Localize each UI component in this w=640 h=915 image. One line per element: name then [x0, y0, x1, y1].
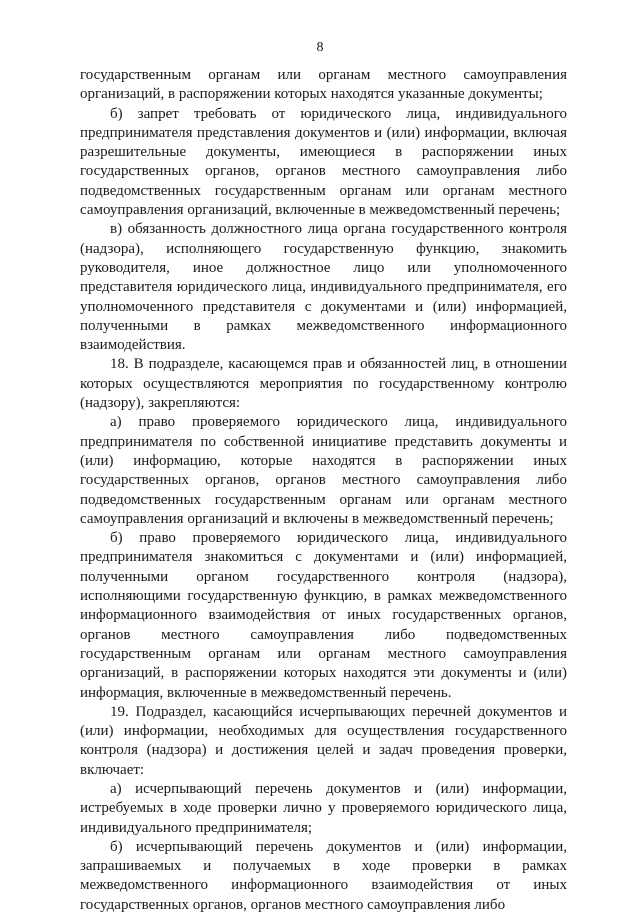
- paragraph: б) исчерпывающий перечень документов и (или) информации, запрашиваемых и получаемых в ходе проверки в рамках межведомственного информационного взаимодействия от иных государственных органов, органов местного самоуправления либо: [80, 838, 567, 913]
- paragraph: 19. Подраздел, касающийся исчерпывающих перечней документов и (или) информации, необходимых для осуществления государственного контроля (надзора) и достижения целей и задач проведения проверки, включает:: [80, 703, 567, 778]
- paragraph: 18. В подразделе, касающемся прав и обязанностей лиц, в отношении которых осуществляются мероприятия по государственному контролю (надзору), закрепляются:: [80, 356, 567, 412]
- page-number: 8: [316, 40, 324, 55]
- paragraph: государственным органам или органам местного самоуправления организаций, в распоряжении которых находятся указанные документы;: [80, 67, 567, 103]
- paragraph: в) обязанность должностного лица органа государственного контроля (надзора), исполняющего государственную функцию, знакомить руководителя, иное должностное лицо или уполномоченного представителя юридического лица, индивидуального предпринимателя, его уполномоченного представителя с документами и (или) информацией, полученными в рамках межведомственного информационного взаимодействия.: [80, 221, 567, 354]
- paragraph: б) запрет требовать от юридического лица, индивидуального предпринимателя представления документов и (или) информации, включая разрешительные документы, имеющиеся в распоряжении иных государственных органов, органов местного самоуправления либо подведомственных государственным органам или органам местного самоуправления организаций, включенные в межведомственный перечень;: [80, 105, 567, 219]
- body-text: [80, 66, 567, 915]
- paragraph: а) право проверяемого юридического лица, индивидуального предпринимателя по собственной инициативе представить документы и (или) информацию, которые находятся в распоряжении иных государственных органов, органов местного самоуправления либо подведомственных государственным органам или органам местного самоуправления организаций и включены в межведомственный перечень;: [80, 414, 567, 527]
- paragraph: а) исчерпывающий перечень документов и (или) информации, истребуемых в ходе проверки лично у проверяемого юридического лица, индивидуального предпринимателя;: [80, 780, 567, 836]
- paragraph: б) право проверяемого юридического лица, индивидуального предпринимателя знакомиться с документами и (или) информацией, полученными органом государственного контроля (надзора), исполняющими государственную функцию, в рамках межведомственного информационного взаимодействия от иных государственных органов, органов местного самоуправления либо подведомственных государственным органам или органам местного самоуправления организаций, в распоряжении которых находятся эти документы и (или) информация, включенные в межведомственный перечень.: [80, 530, 567, 701]
